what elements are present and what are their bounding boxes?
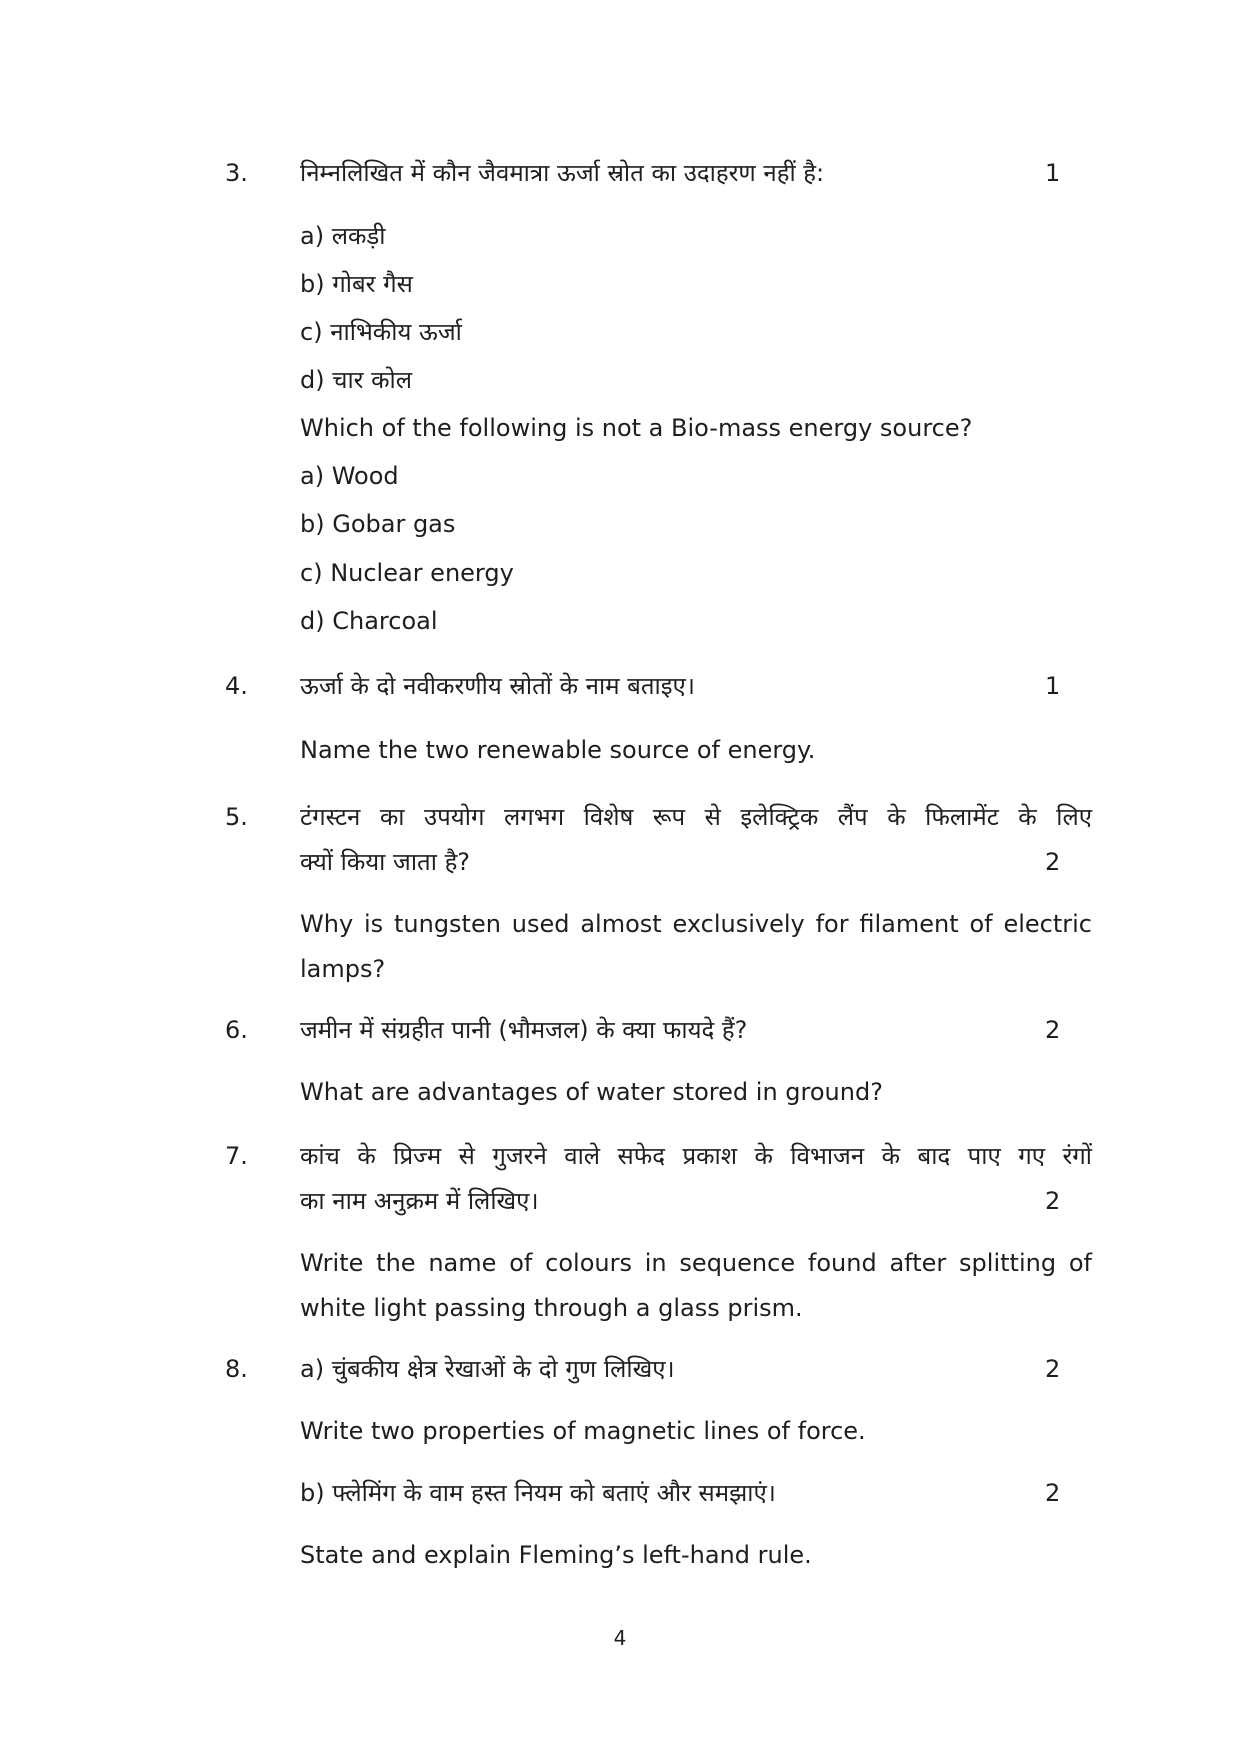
question-8a-english-text: Write two properties of magnetic lines of force. [300, 1417, 866, 1445]
question-5-english-line-1: Why is tungsten used almost exclusively for filament of electric [300, 910, 1092, 938]
question-4-hindi-text: ऊर्जा के दो नवीकरणीय स्रोतों के नाम बताइए। [300, 672, 695, 700]
question-3-marks: 1 [1045, 159, 1061, 187]
question-4-number: 4. [225, 672, 248, 700]
question-8b-marks: 2 [1045, 1479, 1061, 1507]
question-5-number: 5. [225, 803, 248, 831]
question-8b-english-text: State and explain Fleming’s left-hand rule. [300, 1541, 812, 1569]
question-8a-hindi-text: a) चुंबकीय क्षेत्र रेखाओं के दो गुण लिखिए। [300, 1355, 675, 1383]
question-6-english-text: What are advantages of water stored in ground? [300, 1078, 883, 1106]
question-8b-hindi-text: b) फ्लेमिंग के वाम हस्त नियम को बताएं और समझाएं। [300, 1479, 776, 1507]
question-3-hindi-option-c: c) नाभिकीय ऊर्जा [300, 318, 462, 346]
question-6-number: 6. [225, 1016, 248, 1044]
question-3-hindi-option-a: a) लकड़ी [300, 222, 386, 250]
question-5-hindi-line-1: टंगस्टन का उपयोग लगभग विशेष रूप से इलेक्ट्रिक लैंप के फिलामेंट के लिए [300, 803, 1092, 831]
question-7-hindi-line-2: का नाम अनुक्रम में लिखिए। [300, 1187, 539, 1215]
question-5-marks: 2 [1045, 848, 1061, 876]
question-4-marks: 1 [1045, 672, 1061, 700]
question-3-english-option-b: b) Gobar gas [300, 510, 456, 538]
question-8a-marks: 2 [1045, 1355, 1061, 1383]
question-4-english-text: Name the two renewable source of energy. [300, 736, 816, 764]
question-3-english-text: Which of the following is not a Bio-mass energy source? [300, 414, 973, 442]
question-3-english-option-c: c) Nuclear energy [300, 559, 514, 587]
question-3-english-option-a: a) Wood [300, 462, 399, 490]
question-7-english-line-2: white light passing through a glass prism. [300, 1294, 803, 1322]
question-3-english-option-d: d) Charcoal [300, 607, 438, 635]
question-3-hindi-option-b: b) गोबर गैस [300, 270, 413, 298]
question-7-number: 7. [225, 1142, 248, 1170]
question-7-english-line-1: Write the name of colours in sequence found after splitting of [300, 1249, 1092, 1277]
question-7-marks: 2 [1045, 1187, 1061, 1215]
question-6-hindi-text: जमीन में संग्रहीत पानी (भौमजल) के क्या फायदे हैं? [300, 1016, 748, 1044]
question-7-hindi-line-1: कांच के प्रिज्म से गुजरने वाले सफेद प्रकाश के विभाजन के बाद पाए गए रंगों [300, 1142, 1092, 1170]
question-5-english-line-2: lamps? [300, 955, 386, 983]
question-8-number: 8. [225, 1355, 248, 1383]
page-number: 4 [613, 1626, 627, 1650]
question-3-hindi-option-d: d) चार कोल [300, 366, 413, 394]
question-6-marks: 2 [1045, 1016, 1061, 1044]
question-3-hindi-text: निम्नलिखित में कौन जैवमात्रा ऊर्जा स्रोत का उदाहरण नहीं है: [300, 159, 825, 187]
question-5-hindi-line-2: क्यों किया जाता है? [300, 848, 471, 876]
question-3-number: 3. [225, 159, 248, 187]
